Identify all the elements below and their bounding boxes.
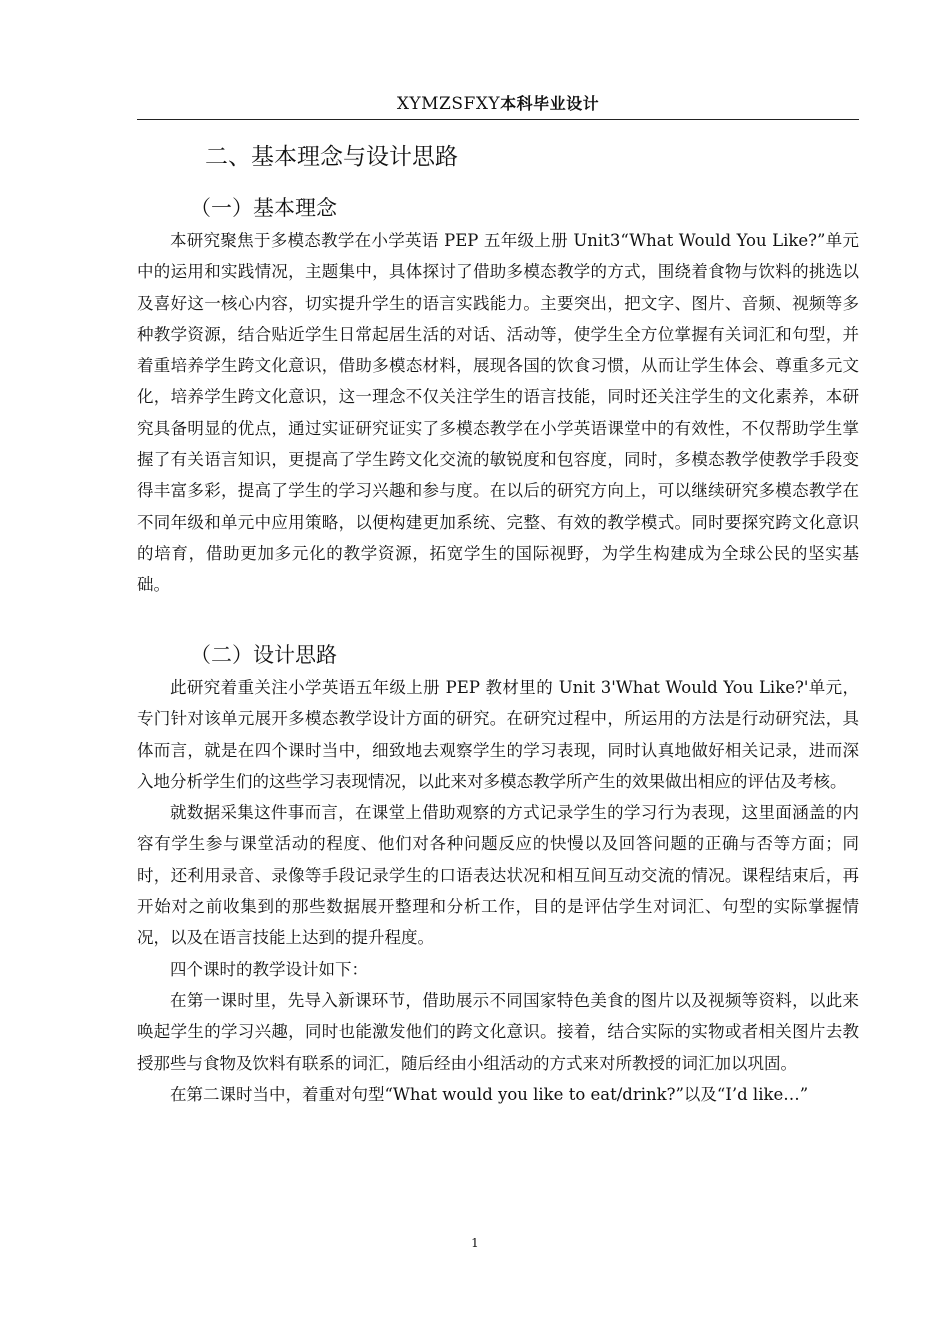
paragraph: 在第二课时当中，着重对句型“What would you like to eat/drink?”以及“I’d like…” — [170, 1084, 809, 1104]
paragraph: 就数据采集这件事而言，在课堂上借助观察的方式记录学生的学习行为表现，这里面涵盖的内容有学生参与课堂活动的程度、他们对各种问题反应的快慢以及回答问题的正确与否等方面；同时，还利用录音、录像等手段记录学生的口语表达状况和相互间互动交流的情况。课程结束后，再开始对之前收集到的那些数据展开整理和分析工作，目的是评估学生对词汇、句型的实际掌握情况，以及在语言技能上达到的提升程度。 — [137, 803, 859, 948]
paragraph: 在第一课时里，先导入新课环节，借助展示不同国家特色美食的图片以及视频等资料，以此来唤起学生的学习兴趣，同时也能激发他们的跨文化意识。接着，结合实际的实物或者相关图片去教授那些与食物及饮料有联系的词汇，随后经由小组活动的方式来对所教授的词汇加以巩固。 — [137, 990, 859, 1073]
design-idea-body — [137, 672, 859, 1110]
paragraph: 四个课时的教学设计如下： — [170, 959, 368, 979]
subsection-title-design-idea: （二）设计思路 — [190, 643, 337, 667]
subsection-title-basic-concept: （一）基本理念 — [190, 196, 337, 220]
header-code: XYMZSFXY — [396, 94, 501, 114]
page-number: 1 — [471, 1236, 479, 1250]
basic-concept-body — [137, 225, 859, 601]
section-title: 二、基本理念与设计思路 — [205, 144, 458, 170]
header-title: 本科毕业设计 — [500, 94, 600, 113]
paragraph: 此研究着重关注小学英语五年级上册 PEP 教材里的 Unit 3'What Would You Like?'单元，专门针对该单元展开多模态教学设计方面的研究。在研究过程中，所运用的方法是行动研究法，具体而言，就是在四个课时当中，细致地去观察学生的学习表现，同时认真地做好相关记录，进而深入地分析学生们的这些学习表现情况，以此来对多模态教学所产生的效果做出相应的评估及考核。 — [137, 678, 859, 791]
header-rule — [137, 119, 859, 120]
page-header — [137, 92, 859, 116]
paragraph: 本研究聚焦于多模态教学在小学英语 PEP 五年级上册 Unit3“What Would You Like?”单元中的运用和实践情况，主题集中，具体探讨了借助多模态教学的方式，围绕着食物与饮料的挑选以及喜好这一核心内容，切实提升学生的语言实践能力。主要突出，把文字、图片、音频、视频等多种教学资源，结合贴近学生日常起居生活的对话、活动等，使学生全方位掌握有关词汇和句型，并着重培养学生跨文化意识，借助多模态材料，展现各国的饮食习惯，从而让学生体会、尊重多元文化，培养学生跨文化意识，这一理念不仅关注学生的语言技能，同时还关注学生的文化素养，本研究具备明显的优点，通过实证研究证实了多模态教学在小学英语课堂中的有效性，不仅帮助学生掌握了有关语言知识，更提高了学生跨文化交流的敏锐度和包容度，同时，多模态教学使教学手段变得丰富多彩，提高了学生的学习兴趣和参与度。在以后的研究方向上，可以继续研究多模态教学在不同年级和单元中应用策略，以便构建更加系统、完整、有效的教学模式。同时要探究跨文化意识的培育，借助更加多元化的教学资源，拓宽学生的国际视野，为学生构建成为全球公民的坚实基础。 — [137, 231, 859, 595]
